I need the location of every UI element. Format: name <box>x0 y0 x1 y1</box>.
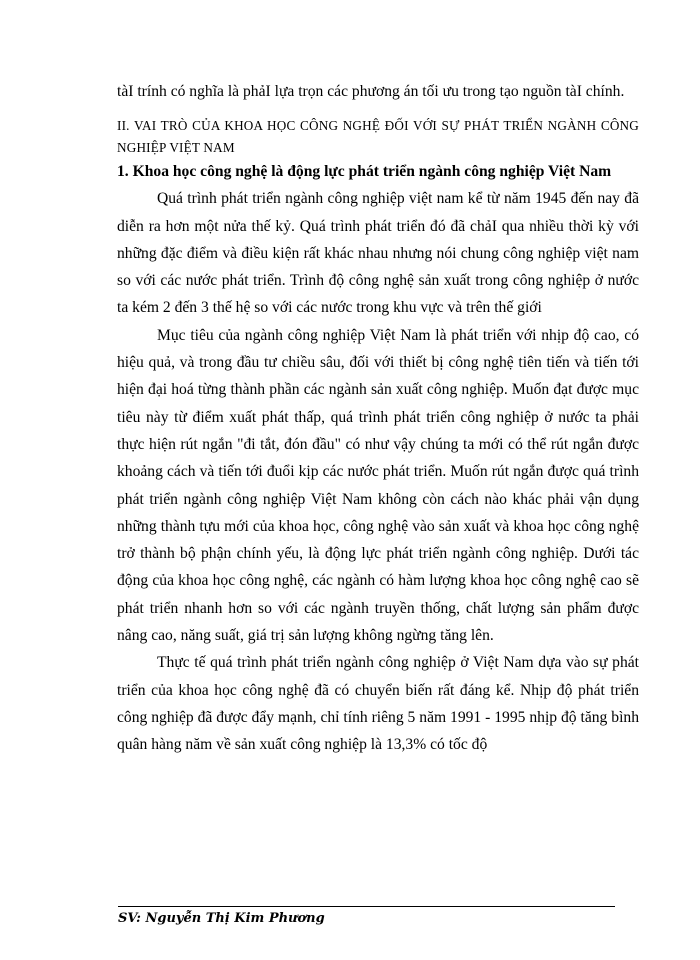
body-paragraph-2: Mục tiêu của ngành công nghiệp Việt Nam là phát triển với nhịp độ cao, có hiệu quả, và trong đầu tư chiều sâu, đối với thiết bị công nghệ tiên tiến và tiến tới hiện đại hoá từng thành phần các ngành sản xuất công nghiệp. Muốn đạt được mục tiêu này từ điểm xuất phát thấp, quá trình phát triển công nghiệp ở nước ta phải thực hiện rút ngắn "đi tắt, đón đầu" có như vậy chúng ta mới có thể rút ngắn được khoảng cách và tiến tới đuổi kịp các nước phát triển. Muốn rút ngắn được quá trình phát triển ngành công nghiệp Việt Nam không còn cách nào khác phải vận dụng những thành tựu mới của khoa học, công nghệ vào sản xuất và khoa học công nghệ trở thành bộ phận chính yếu, là động lực phát triển ngành công nghiệp. Dưới tác động của khoa học công nghệ, các ngành có hàm lượng khoa học công nghệ cao sẽ phát triển nhanh hơn so với các ngành truyền thống, chất lượng sản phẩm được nâng cao, năng suất, giá trị sản lượng không ngừng tăng lên. <box>117 326 639 645</box>
intro-paragraph-tail: tàI trính có nghĩa là phảI lựa trọn các phương án tối ưu trong tạo nguồn tàI chính. <box>117 83 625 100</box>
subsection-heading: 1. Khoa học công nghệ là động lực phát triển ngành công nghiệp Việt Nam <box>117 163 612 181</box>
body-paragraph-3: Thực tế quá trình phát triển ngành công nghiệp ở Việt Nam dựa vào sự phát triển của khoa học công nghệ đã có chuyển biến rất đáng kể. Nhịp độ phát triển công nghiệp đã được đẩy mạnh, chỉ tính riêng 5 năm 1991 - 1995 nhịp độ tăng bình quân hàng năm về sản xuất công nghiệp là 13,3% có tốc độ <box>117 654 639 754</box>
footer-author: SV: Nguyễn Thị Kim Phương <box>118 911 325 926</box>
section-heading: II. VAI TRÒ CỦA KHOA HỌC CÔNG NGHỆ ĐỐI VỚI SỰ PHÁT TRIỂN NGÀNH CÔNG NGHIỆP VIỆT NAM <box>117 118 639 156</box>
footer-divider <box>118 906 615 907</box>
body-paragraph-1: Quá trình phát triển ngành công nghiệp việt nam kể từ năm 1945 đến nay đã diễn ra hơn một nửa thế kỷ. Quá trình phát triển đó đã chảI qua nhiều thời kỳ với những đặc điểm và điều kiện rất khác nhau nhưng nói chung công nghiệp việt nam so với các nước phát triển. Trình độ công nghệ sản xuất trong công nghiệp ở nước ta kém 2 đến 3 thế hệ so với các nước trong khu vực và trên thế giới <box>117 190 639 317</box>
page-body <box>117 78 639 759</box>
